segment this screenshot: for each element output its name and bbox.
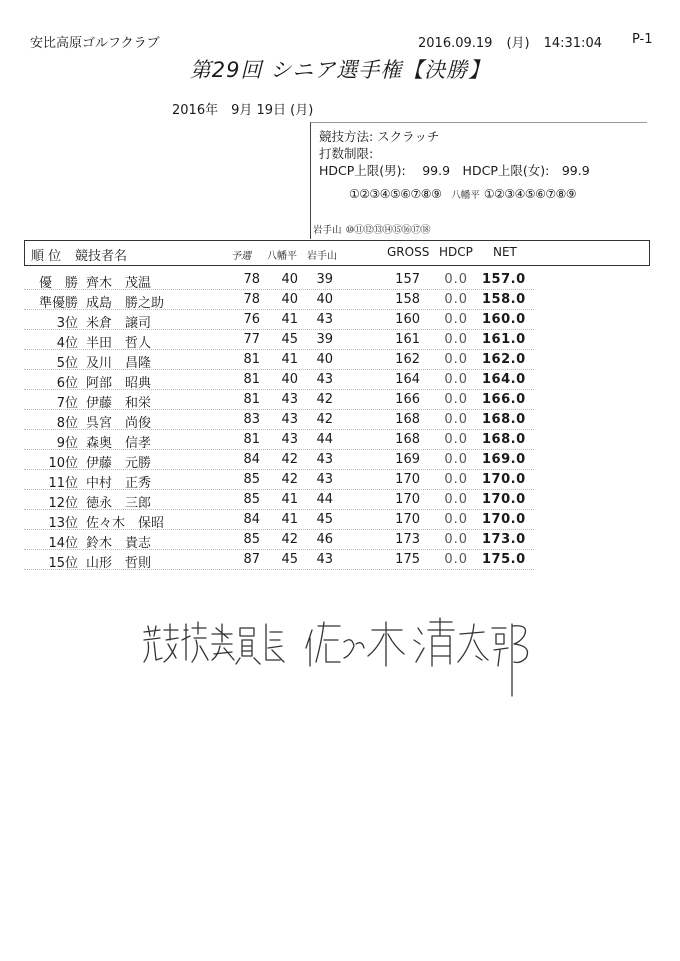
score-gross: 157: [395, 272, 420, 287]
score-round3: 46: [316, 532, 333, 547]
score-gross: 160: [395, 312, 420, 327]
score-net: 170.0: [482, 492, 526, 507]
score-round3: 40: [316, 352, 333, 367]
score-round3: 39: [316, 272, 333, 287]
score-round2: 45: [281, 332, 298, 347]
result-row: [24, 270, 534, 290]
player-name: 齊木 茂温: [86, 276, 152, 291]
score-round3: 45: [316, 512, 333, 527]
score-round2: 41: [281, 312, 298, 327]
print-timestamp: [418, 32, 602, 51]
player-rank: 13位: [48, 516, 78, 531]
score-gross: 162: [395, 352, 420, 367]
document-title: 第29回 シニア選手権【決勝】: [189, 58, 491, 82]
score-gross: 170: [395, 492, 420, 507]
score-net: 168.0: [482, 432, 526, 447]
player-rank: 準優勝: [38, 296, 78, 311]
score-hdcp: 0.0: [444, 512, 468, 527]
player-rank: 12位: [48, 496, 78, 511]
player-name: 山形 哲則: [86, 556, 152, 571]
score-hdcp: 0.0: [444, 452, 468, 467]
score-round2: 43: [281, 432, 298, 447]
header-round2: 八幡平: [267, 251, 297, 262]
player-rank: 4位: [56, 336, 78, 351]
score-hdcp: 0.0: [444, 332, 468, 347]
score-net: 162.0: [482, 352, 526, 367]
header-net: NET: [493, 245, 517, 259]
score-round1: 84: [243, 452, 260, 467]
result-row: [24, 550, 534, 570]
score-round1: 81: [243, 372, 260, 387]
score-net: 170.0: [482, 472, 526, 487]
score-net: 161.0: [482, 332, 526, 347]
score-round3: 43: [316, 472, 333, 487]
header-round3: 岩手山: [307, 251, 337, 262]
score-round1: 83: [243, 412, 260, 427]
player-name: 鈴木 貴志: [86, 536, 152, 551]
player-rank: 15位: [48, 556, 78, 571]
score-gross: 173: [395, 532, 420, 547]
player-rank: 8位: [56, 416, 78, 431]
score-hdcp: 0.0: [444, 532, 468, 547]
holes-out: ①②③④⑤⑥⑦⑧⑨: [349, 187, 442, 201]
result-row: [24, 390, 534, 410]
score-round2: 45: [281, 552, 298, 567]
score-round1: 78: [243, 292, 260, 307]
score-hdcp: 0.0: [444, 392, 468, 407]
score-round3: 43: [316, 452, 333, 467]
score-round1: 87: [243, 552, 260, 567]
player-name: 米倉 譲司: [86, 316, 152, 331]
score-round1: 81: [243, 352, 260, 367]
player-rank: 11位: [48, 476, 78, 491]
score-round3: 44: [316, 492, 333, 507]
score-gross: 175: [395, 552, 420, 567]
score-round3: 42: [316, 392, 333, 407]
score-hdcp: 0.0: [444, 272, 468, 287]
result-row: [24, 490, 534, 510]
club-name: 安比高原ゴルフクラブ: [30, 36, 160, 51]
result-row: [24, 290, 534, 310]
player-name: 佐々木 保昭: [86, 516, 165, 531]
score-hdcp: 0.0: [444, 432, 468, 447]
header-gross: GROSS: [387, 245, 430, 259]
header-hdcp: HDCP: [439, 245, 473, 259]
score-round1: 84: [243, 512, 260, 527]
header-player: 競技者名: [75, 249, 128, 264]
score-net: 157.0: [482, 272, 526, 287]
player-name: 徳永 三郎: [86, 496, 152, 511]
score-gross: 164: [395, 372, 420, 387]
score-gross: 168: [395, 412, 420, 427]
header-round1: 予選: [231, 251, 251, 262]
score-gross: 170: [395, 472, 420, 487]
print-weekday: (月): [506, 36, 530, 51]
score-round2: 43: [281, 392, 298, 407]
score-round2: 42: [281, 532, 298, 547]
player-name: 半田 哲人: [86, 336, 152, 351]
score-round1: 78: [243, 272, 260, 287]
result-row: [24, 510, 534, 530]
score-hdcp: 0.0: [444, 472, 468, 487]
header-rank: 順 位: [31, 249, 62, 264]
score-hdcp: 0.0: [444, 352, 468, 367]
competition-info-box: [310, 122, 647, 239]
score-round2: 42: [281, 472, 298, 487]
score-round2: 41: [281, 512, 298, 527]
player-name: 伊藤 元勝: [86, 456, 152, 471]
player-rank: 5位: [56, 356, 78, 371]
score-hdcp: 0.0: [444, 492, 468, 507]
score-round3: 43: [316, 372, 333, 387]
player-name: 森奥 信孝: [86, 436, 152, 451]
player-rank: 3位: [56, 316, 78, 331]
score-hdcp: 0.0: [444, 312, 468, 327]
score-round1: 81: [243, 392, 260, 407]
player-rank: 6位: [56, 376, 78, 391]
score-round2: 43: [281, 412, 298, 427]
score-net: 175.0: [482, 552, 526, 567]
score-hdcp: 0.0: [444, 412, 468, 427]
score-round3: 43: [316, 552, 333, 567]
score-round3: 42: [316, 412, 333, 427]
course-name-iwatesan: 岩手山: [313, 225, 342, 236]
score-round3: 44: [316, 432, 333, 447]
result-row: [24, 450, 534, 470]
player-name: 中村 正秀: [86, 476, 152, 491]
score-round1: 77: [243, 332, 260, 347]
result-row: [24, 410, 534, 430]
player-name: 伊藤 和栄: [86, 396, 152, 411]
competition-method: 競技方法: スクラッチ: [319, 129, 440, 144]
score-gross: 169: [395, 452, 420, 467]
result-row: [24, 470, 534, 490]
player-rank: 14位: [48, 536, 78, 551]
score-net: 166.0: [482, 392, 526, 407]
score-gross: 168: [395, 432, 420, 447]
result-row: [24, 330, 534, 350]
score-round1: 85: [243, 472, 260, 487]
result-row: [24, 530, 534, 550]
player-rank: 9位: [56, 436, 78, 451]
score-round2: 40: [281, 372, 298, 387]
score-net: 173.0: [482, 532, 526, 547]
score-gross: 161: [395, 332, 420, 347]
result-row: [24, 310, 534, 330]
score-hdcp: 0.0: [444, 552, 468, 567]
player-name: 呉宮 尚俊: [86, 416, 152, 431]
score-round3: 43: [316, 312, 333, 327]
score-round1: 85: [243, 492, 260, 507]
score-round1: 81: [243, 432, 260, 447]
score-gross: 170: [395, 512, 420, 527]
result-row: [24, 430, 534, 450]
score-net: 168.0: [482, 412, 526, 427]
score-net: 169.0: [482, 452, 526, 467]
score-round3: 39: [316, 332, 333, 347]
score-round1: 76: [243, 312, 260, 327]
score-round2: 42: [281, 452, 298, 467]
score-round2: 41: [281, 352, 298, 367]
score-round3: 40: [316, 292, 333, 307]
results-table-header: [24, 240, 650, 266]
results-table-body: [24, 270, 534, 570]
holes-row-1: [349, 186, 576, 201]
score-round2: 40: [281, 272, 298, 287]
score-gross: 166: [395, 392, 420, 407]
course-name-hachimantai: 八幡平: [451, 190, 480, 201]
player-rank: 10位: [48, 456, 78, 471]
score-round2: 41: [281, 492, 298, 507]
score-round2: 40: [281, 292, 298, 307]
result-row: [24, 350, 534, 370]
score-gross: 158: [395, 292, 420, 307]
print-time: 14:31:04: [543, 36, 602, 51]
player-rank: 7位: [56, 396, 78, 411]
hdcp-limits: HDCP上限(男): 99.9 HDCP上限(女): 99.9: [319, 163, 590, 178]
holes-hachimantai: ①②③④⑤⑥⑦⑧⑨: [483, 187, 577, 201]
event-date: 2016年 9月 19日 (月): [172, 103, 314, 118]
player-rank: 優 勝: [38, 276, 78, 291]
holes-iwatesan: ⑩⑪⑫⑬⑭⑮⑯⑰⑱: [345, 225, 430, 236]
score-hdcp: 0.0: [444, 292, 468, 307]
result-row: [24, 370, 534, 390]
stroke-limit: 打数制限:: [319, 146, 374, 161]
score-round1: 85: [243, 532, 260, 547]
score-net: 158.0: [482, 292, 526, 307]
holes-row-2: [313, 221, 430, 236]
score-net: 160.0: [482, 312, 526, 327]
print-date: 2016.09.19: [418, 36, 493, 51]
player-name: 及川 昌隆: [86, 356, 152, 371]
signature-handwriting: [140, 600, 540, 700]
player-name: 阿部 昭典: [86, 376, 152, 391]
player-name: 成島 勝之助: [86, 296, 165, 311]
score-net: 170.0: [482, 512, 526, 527]
score-hdcp: 0.0: [444, 372, 468, 387]
page-number: P-1: [632, 32, 653, 47]
score-net: 164.0: [482, 372, 526, 387]
